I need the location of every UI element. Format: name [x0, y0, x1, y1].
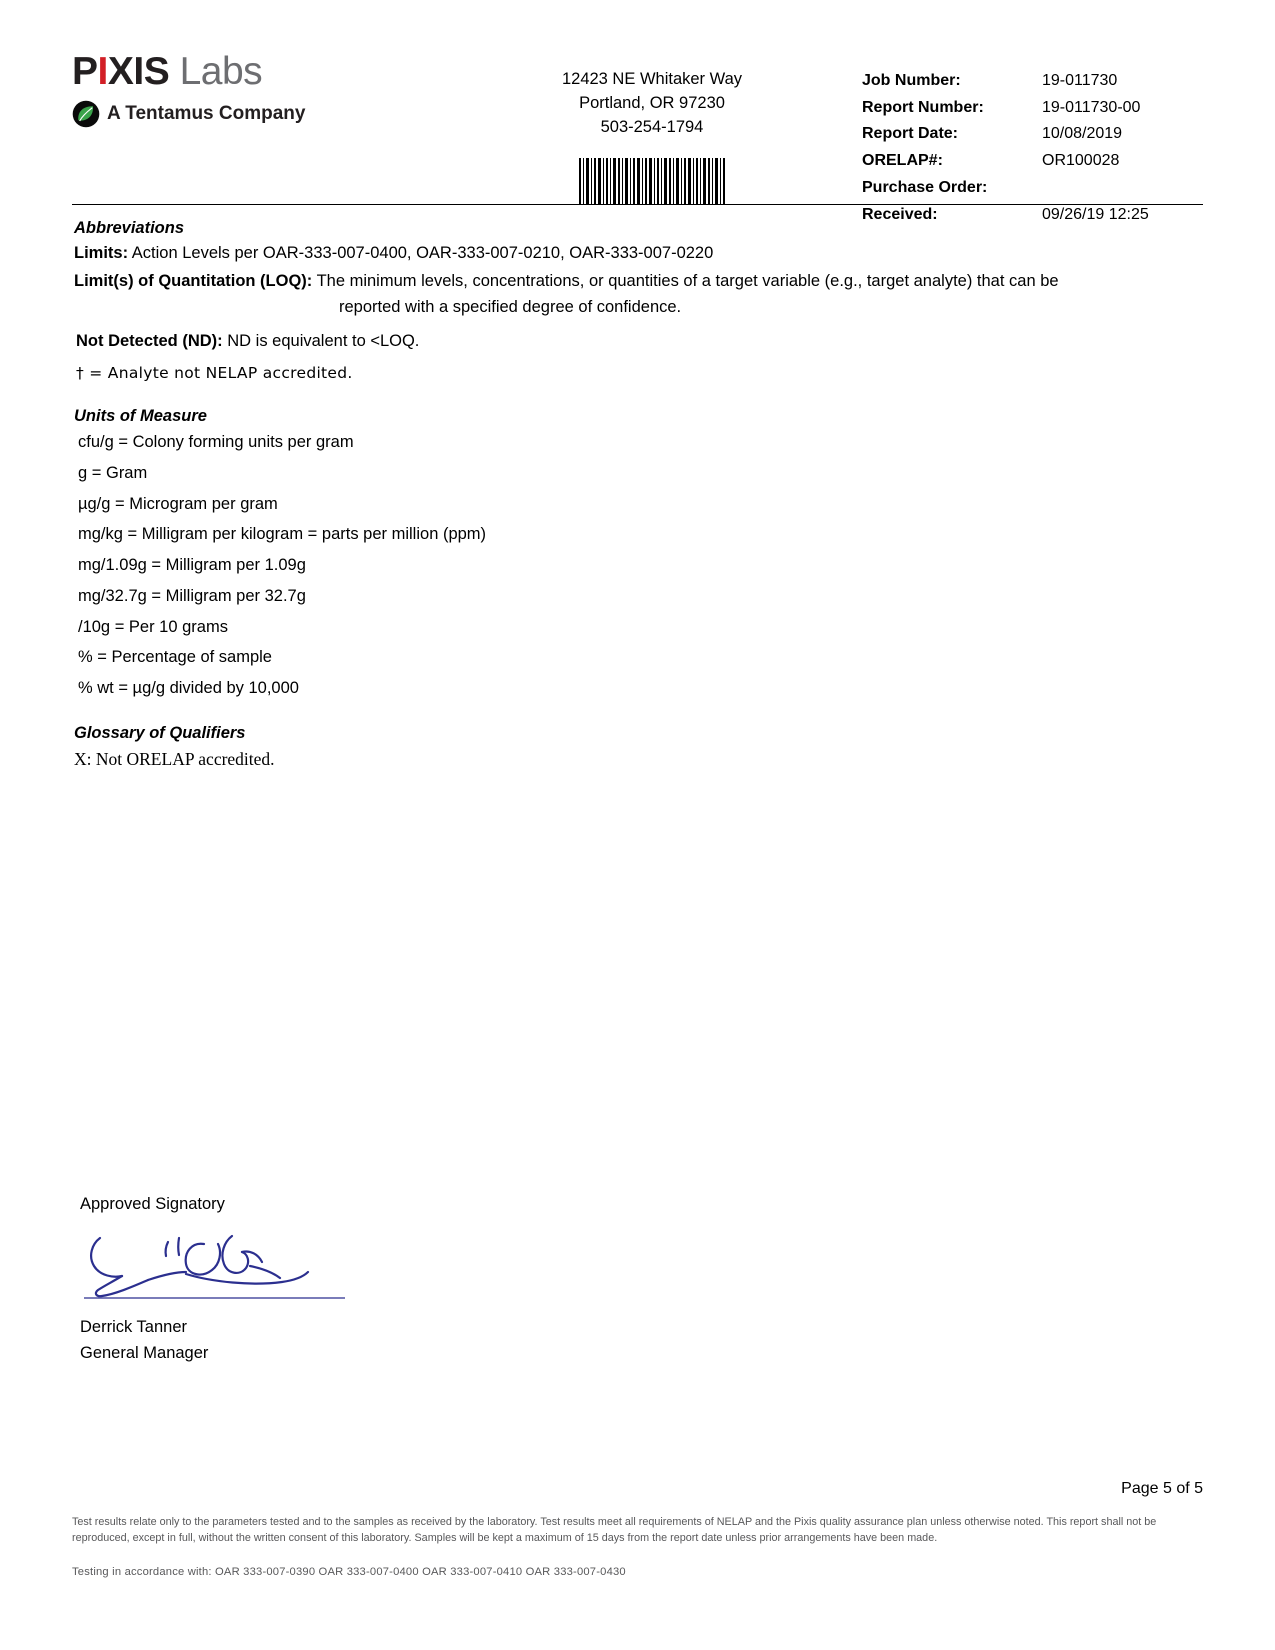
- lab-address: [502, 68, 802, 205]
- meta-label-purchase-order: Purchase Order:: [862, 178, 988, 196]
- address-phone: 503-254-1794: [600, 117, 704, 136]
- nd-text: ND is equivalent to <LOQ.: [222, 332, 420, 351]
- footer-testing-accordance: Testing in accordance with: OAR 333-007-0390 OAR 333-007-0400 OAR 333-007-0410 OAR 333-007-0430: [72, 1566, 626, 1578]
- meta-row-received: [862, 202, 1242, 229]
- logo-letters-is: IS: [133, 50, 170, 93]
- loq-label: Limit(s) of Quantitation (LOQ):: [74, 271, 313, 290]
- meta-value-report-number: 19-011730-00: [1042, 98, 1141, 116]
- page-number: Page 5 of 5: [1121, 1479, 1203, 1497]
- unit-item: mg/kg = Milligram per kilogram = parts per million (ppm): [78, 525, 487, 544]
- unit-item: cfu/g = Colony forming units per gram: [78, 433, 354, 452]
- logo-tagline-row: [72, 100, 412, 128]
- loq-line: [74, 269, 1203, 320]
- not-detected-line: [76, 329, 1203, 354]
- unit-item: g = Gram: [78, 463, 148, 482]
- dagger-note: † = Analyte not NELAP accredited.: [76, 364, 353, 382]
- meta-row-orelap: [862, 148, 1242, 175]
- logo-wordmark: [72, 52, 412, 91]
- glossary-heading: Glossary of Qualifiers: [74, 723, 246, 742]
- report-header: [72, 0, 1203, 223]
- meta-value-orelap: OR100028: [1042, 152, 1120, 170]
- leaf-icon: [72, 100, 100, 128]
- company-logo: [72, 52, 412, 128]
- logo-letter-i: I: [97, 50, 108, 93]
- approved-signatory-block: [80, 1195, 500, 1366]
- unit-item: mg/32.7g = Milligram per 32.7g: [78, 586, 306, 605]
- meta-label-received: Received:: [862, 205, 938, 223]
- address-street: 12423 NE Whitaker Way: [561, 70, 743, 88]
- signatory-title: Approved Signatory: [80, 1195, 225, 1213]
- report-body: [72, 205, 1203, 772]
- loq-text-continued: reported with a specified degree of confidence.: [339, 297, 682, 316]
- meta-label-report-date: Report Date:: [862, 125, 959, 143]
- unit-item: /10g = Per 10 grams: [78, 617, 228, 636]
- meta-label-report-number: Report Number:: [862, 98, 984, 116]
- logo-labs-word: Labs: [179, 50, 263, 93]
- meta-value-report-date: 10/08/2019: [1042, 125, 1123, 143]
- nd-label: Not Detected (ND):: [76, 332, 223, 351]
- signatory-role: General Manager: [80, 1343, 209, 1362]
- meta-row-job-number: [862, 68, 1242, 95]
- limits-text: Action Levels per OAR-333-007-0400, OAR-333-007-0210, OAR-333-007-0220: [128, 244, 714, 262]
- units-heading: Units of Measure: [74, 407, 207, 426]
- meta-value-job-number: 19-011730: [1042, 72, 1118, 89]
- unit-item: % wt = µg/g divided by 10,000: [78, 679, 299, 697]
- meta-value-received: 09/26/19 12:25: [1042, 205, 1149, 223]
- unit-item: % = Percentage of sample: [78, 648, 272, 667]
- report-footer: [72, 1480, 1203, 1578]
- limits-label: Limits:: [74, 244, 129, 262]
- meta-label-orelap: ORELAP#:: [862, 152, 943, 170]
- footer-disclaimer: Test results relate only to the parameters tested and to the samples as received by the laboratory. Test results meet all requirements of NELAP and the Pixis quality assurance plan unless otherwise noted. This report shall not be reproduced, except in full, without the written consent of this laboratory. Samples will be kept a maximum of 15 days from the report date unless prior arrangements have been made.: [72, 1515, 1157, 1544]
- logo-tagline-text: A Tentamus Company: [107, 103, 306, 124]
- report-meta: [862, 68, 1242, 228]
- limits-line: [74, 241, 1203, 266]
- loq-text: The minimum levels, concentrations, or quantities of a target variable (e.g., target analyte) that can be: [312, 271, 1059, 290]
- signatory-name: Derrick Tanner: [80, 1318, 187, 1336]
- glossary-item: X: Not ORELAP accredited.: [74, 748, 275, 769]
- logo-letter-p: P: [72, 50, 98, 93]
- meta-label-job-number: Job Number:: [862, 72, 961, 89]
- signature-icon: [82, 1220, 347, 1315]
- barcode-icon: [579, 158, 725, 205]
- meta-row-report-date: [862, 121, 1242, 148]
- address-city-state-zip: Portland, OR 97230: [579, 93, 725, 112]
- unit-item: mg/1.09g = Milligram per 1.09g: [78, 556, 306, 575]
- meta-row-report-number: [862, 95, 1242, 122]
- abbreviations-heading: Abbreviations: [74, 219, 185, 237]
- meta-row-purchase-order: [862, 175, 1242, 202]
- unit-item: µg/g = Microgram per gram: [78, 494, 278, 513]
- logo-letter-x: X: [107, 50, 134, 93]
